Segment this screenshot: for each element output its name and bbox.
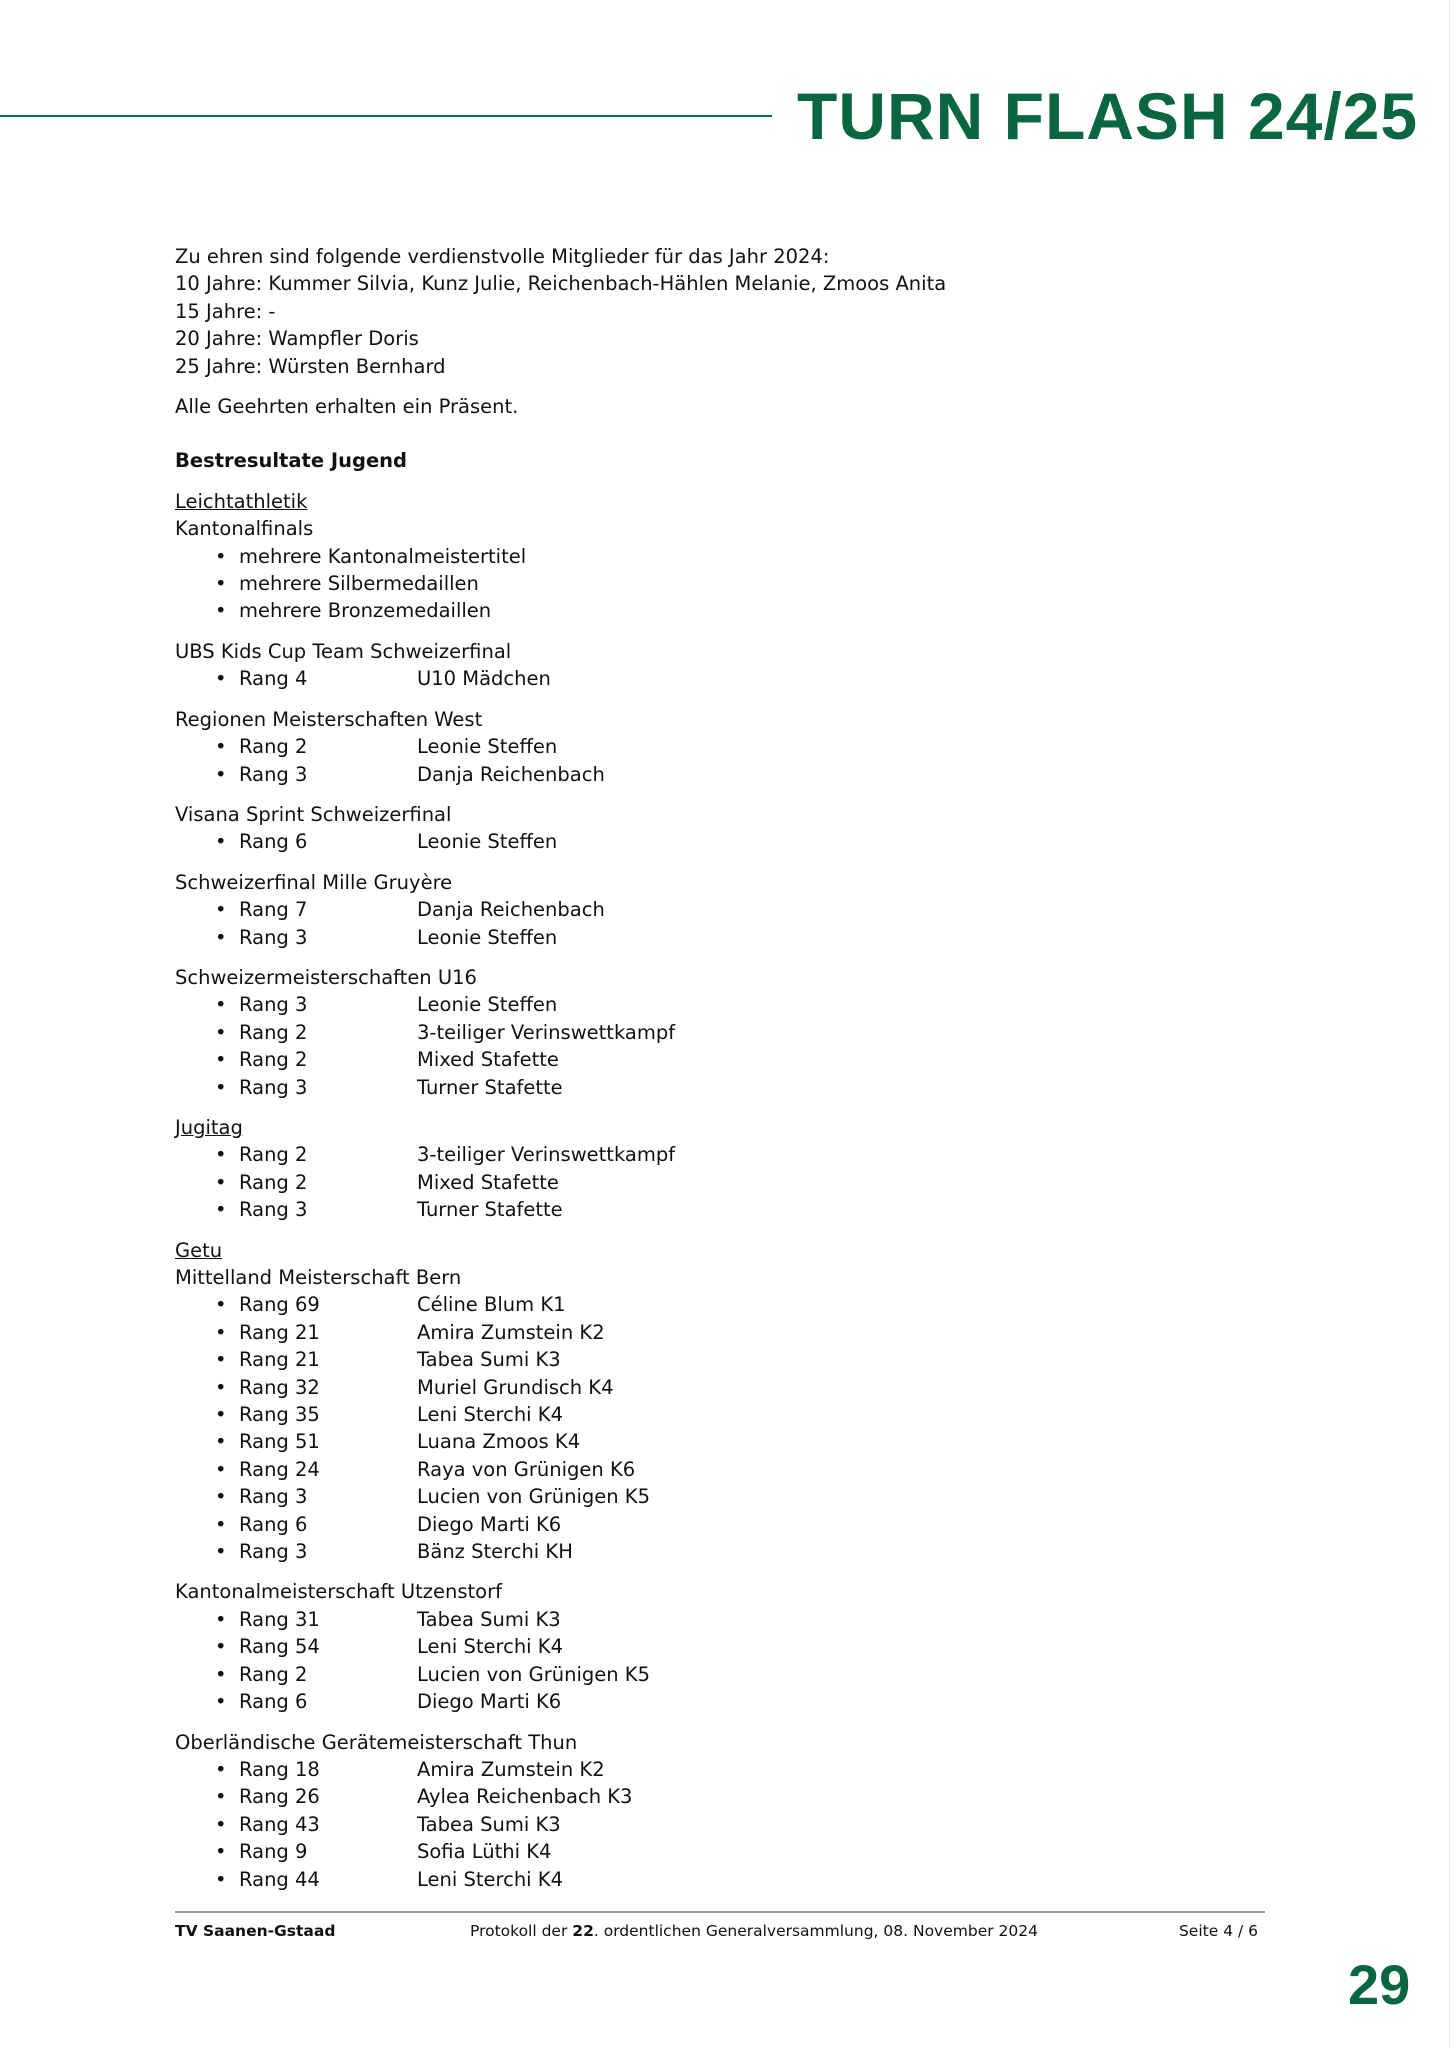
- rank: Rang 3: [239, 1540, 308, 1564]
- bullet-icon: •: [215, 898, 227, 922]
- result-name: Luana Zmoos K4: [417, 1430, 581, 1454]
- bullet-icon: •: [215, 1170, 227, 1194]
- list-item: [175, 597, 1265, 624]
- result-group: [175, 1237, 1265, 1566]
- list-item: [175, 1401, 1265, 1428]
- result-name: Lucien von Grünigen K5: [417, 1662, 650, 1686]
- category-label: Leichtathletik: [175, 489, 308, 513]
- rank: Rang 4: [239, 667, 308, 691]
- result-name: Leonie Steffen: [417, 993, 558, 1017]
- list-item: [175, 1141, 1265, 1168]
- result-name: Muriel Grundisch K4: [417, 1375, 614, 1399]
- bullet-icon: •: [215, 1840, 227, 1864]
- footer-rule: [175, 1911, 1265, 1913]
- list-item: [175, 1019, 1265, 1046]
- result-group: [175, 488, 1265, 625]
- list-item: [175, 924, 1265, 951]
- list-item: [175, 1428, 1265, 1455]
- honors-line: Zu ehren sind folgende verdienstvolle Mitglieder für das Jahr 2024:: [175, 245, 830, 268]
- result-name: Turner Stafette: [417, 1198, 563, 1222]
- list-item: [175, 1606, 1265, 1633]
- list-item: [175, 570, 1265, 597]
- list-item: [175, 1291, 1265, 1318]
- list-item: [175, 1046, 1265, 1073]
- category-label: Jugitag: [175, 1115, 243, 1139]
- result-name: 3-teiliger Verinswettkampf: [417, 1143, 676, 1167]
- result-name: Mixed Stafette: [417, 1048, 559, 1072]
- list-item: [175, 761, 1265, 788]
- bullet-icon: •: [215, 1457, 227, 1481]
- list-item: [175, 1866, 1265, 1893]
- document-body: [175, 243, 1265, 1893]
- list-item: [175, 1319, 1265, 1346]
- rank: Rang 69: [239, 1293, 320, 1317]
- bullet-icon: •: [215, 572, 227, 596]
- list-item: [175, 1483, 1265, 1510]
- gifts-note: Alle Geehrten erhalten ein Präsent.: [175, 395, 519, 419]
- result-name: Leni Sterchi K4: [417, 1403, 563, 1427]
- list-item: [175, 1783, 1265, 1810]
- bullet-icon: •: [215, 1198, 227, 1222]
- protocol-prefix: Protokoll der: [470, 1922, 573, 1940]
- bullet-icon: •: [215, 762, 227, 786]
- list-item: [175, 733, 1265, 760]
- list-item: [175, 828, 1265, 855]
- list-item: [175, 991, 1265, 1018]
- bullet-icon: •: [215, 1635, 227, 1659]
- list-item: [175, 1633, 1265, 1660]
- rank: Rang 3: [239, 1198, 308, 1222]
- bullet-icon: •: [215, 1785, 227, 1809]
- list-item: [175, 1756, 1265, 1783]
- rank: Rang 21: [239, 1348, 320, 1372]
- bullet-icon: •: [215, 1485, 227, 1509]
- protocol-suffix: . ordentlichen Generalversammlung, 08. November 2024: [593, 1922, 1038, 1940]
- result-name: Leonie Steffen: [417, 925, 558, 949]
- rank: Rang 54: [239, 1635, 320, 1659]
- list-item: [175, 1346, 1265, 1373]
- bullet-icon: •: [215, 925, 227, 949]
- result-name: Amira Zumstein K2: [417, 1320, 605, 1344]
- result-name: Aylea Reichenbach K3: [417, 1785, 633, 1809]
- honors-block: [175, 243, 1265, 380]
- event-title: UBS Kids Cup Team Schweizerfinal: [175, 639, 512, 663]
- page-number: 29: [1348, 1953, 1411, 2016]
- list-item: [175, 1838, 1265, 1865]
- list-item: [175, 1688, 1265, 1715]
- rank: Rang 6: [239, 1690, 308, 1714]
- result-group: [175, 801, 1265, 856]
- rank: Rang 2: [239, 1143, 308, 1167]
- rank: Rang 51: [239, 1430, 320, 1454]
- honors-line: 25 Jahre: Würsten Bernhard: [175, 354, 446, 378]
- footer-protocol: [470, 1922, 1038, 1940]
- rank: Rang 2: [239, 735, 308, 759]
- list-item: [175, 1661, 1265, 1688]
- rank: Rang 21: [239, 1320, 320, 1344]
- result-name: Lucien von Grünigen K5: [417, 1485, 650, 1509]
- result-name: Leni Sterchi K4: [417, 1635, 563, 1659]
- list-item: [175, 1811, 1265, 1838]
- event-title: Visana Sprint Schweizerfinal: [175, 802, 452, 826]
- list-item: [175, 1196, 1265, 1223]
- result-group: [175, 1114, 1265, 1224]
- bullet-icon: •: [215, 1375, 227, 1399]
- rank: Rang 26: [239, 1785, 320, 1809]
- rank: Rang 7: [239, 898, 308, 922]
- bullet-icon: •: [215, 1540, 227, 1564]
- results-groups: [175, 488, 1265, 1893]
- result-name: Tabea Sumi K3: [417, 1812, 561, 1836]
- result-group: [175, 1729, 1265, 1893]
- result-name: U10 Mädchen: [417, 667, 551, 691]
- rank: Rang 44: [239, 1867, 320, 1891]
- result-group: [175, 1578, 1265, 1715]
- list-item: [175, 1511, 1265, 1538]
- result-group: [175, 638, 1265, 693]
- bullet-icon: •: [215, 993, 227, 1017]
- bullet-icon: •: [215, 1662, 227, 1686]
- result-name: Leonie Steffen: [417, 735, 558, 759]
- list-item: [175, 1169, 1265, 1196]
- bullet-icon: •: [215, 1020, 227, 1044]
- bullet-icon: •: [215, 1348, 227, 1372]
- bullet-icon: •: [215, 544, 227, 568]
- list-item: [175, 1074, 1265, 1101]
- honors-line: 10 Jahre: Kummer Silvia, Kunz Julie, Reichenbach-Hählen Melanie, Zmoos Anita: [175, 272, 947, 296]
- result-name: Tabea Sumi K3: [417, 1607, 561, 1631]
- header-rule: [0, 115, 772, 117]
- list-item: [175, 1456, 1265, 1483]
- bullet-icon: •: [215, 667, 227, 691]
- bullet-icon: •: [215, 830, 227, 854]
- rank: Rang 2: [239, 1170, 308, 1194]
- bullet-icon: •: [215, 1403, 227, 1427]
- bullet-icon: •: [215, 1757, 227, 1781]
- event-title: Regionen Meisterschaften West: [175, 707, 483, 731]
- section-heading: Bestresultate Jugend: [175, 449, 408, 473]
- footer-page: Seite 4 / 6: [1178, 1922, 1258, 1940]
- bullet-icon: •: [215, 599, 227, 623]
- event-title: Schweizermeisterschaften U16: [175, 965, 477, 989]
- rank: Rang 6: [239, 1512, 308, 1536]
- honors-line: 20 Jahre: Wampfler Doris: [175, 327, 419, 351]
- list-item: [175, 665, 1265, 692]
- rank: Rang 2: [239, 1020, 308, 1044]
- result-name: Turner Stafette: [417, 1075, 563, 1099]
- list-item: [175, 896, 1265, 923]
- protocol-number: 22: [572, 1922, 594, 1940]
- bullet-icon: •: [215, 1512, 227, 1536]
- rank: Rang 2: [239, 1662, 308, 1686]
- rank: Rang 18: [239, 1757, 320, 1781]
- result-name: Danja Reichenbach: [417, 762, 605, 786]
- event-title: Mittelland Meisterschaft Bern: [175, 1266, 462, 1289]
- bullet-icon: •: [215, 1607, 227, 1631]
- rank: Rang 9: [239, 1840, 308, 1864]
- bullet-icon: •: [215, 1867, 227, 1891]
- rank: mehrere Bronzemedaillen: [239, 599, 492, 623]
- rank: Rang 24: [239, 1457, 320, 1481]
- result-name: Leonie Steffen: [417, 830, 558, 854]
- rank: Rang 3: [239, 1075, 308, 1099]
- rank: Rang 3: [239, 1485, 308, 1509]
- bullet-icon: •: [215, 1812, 227, 1836]
- result-name: Raya von Grünigen K6: [417, 1457, 636, 1481]
- result-name: Bänz Sterchi KH: [417, 1540, 573, 1564]
- result-name: Céline Blum K1: [417, 1293, 566, 1317]
- result-name: 3-teiliger Verinswettkampf: [417, 1020, 676, 1044]
- rank: Rang 3: [239, 925, 308, 949]
- event-title: Kantonalmeisterschaft Utzenstorf: [175, 1580, 502, 1604]
- result-group: [175, 869, 1265, 951]
- honors-line: 15 Jahre: -: [175, 299, 276, 323]
- rank: mehrere Kantonalmeistertitel: [239, 544, 527, 568]
- bullet-icon: •: [215, 1048, 227, 1072]
- rank: Rang 2: [239, 1048, 308, 1072]
- result-name: Sofia Lüthi K4: [417, 1840, 552, 1864]
- result-name: Mixed Stafette: [417, 1170, 559, 1194]
- bullet-icon: •: [215, 1143, 227, 1167]
- result-name: Diego Marti K6: [417, 1690, 562, 1714]
- rank: Rang 3: [239, 762, 308, 786]
- bullet-icon: •: [215, 1075, 227, 1099]
- result-name: Tabea Sumi K3: [417, 1348, 561, 1372]
- rank: mehrere Silbermedaillen: [239, 572, 479, 596]
- magazine-title: TURN FLASH 24/25: [797, 79, 1419, 153]
- rank: Rang 32: [239, 1375, 320, 1399]
- bullet-icon: •: [215, 1690, 227, 1714]
- rank: Rang 6: [239, 830, 308, 854]
- result-group: [175, 706, 1265, 788]
- list-item: [175, 1374, 1265, 1401]
- event-title: Oberländische Gerätemeisterschaft Thun: [175, 1730, 578, 1754]
- event-title: Schweizerfinal Mille Gruyère: [175, 870, 453, 894]
- result-name: Diego Marti K6: [417, 1512, 562, 1536]
- category-label: Getu: [175, 1238, 223, 1262]
- event-title: Kantonalfinals: [175, 517, 314, 541]
- bullet-icon: •: [215, 1293, 227, 1317]
- list-item: [175, 1538, 1265, 1565]
- list-item: [175, 543, 1265, 570]
- bullet-icon: •: [215, 1320, 227, 1344]
- rank: Rang 35: [239, 1403, 320, 1427]
- result-group: [175, 964, 1265, 1101]
- rank: Rang 31: [239, 1607, 320, 1631]
- bullet-icon: •: [215, 1430, 227, 1454]
- result-name: Danja Reichenbach: [417, 898, 605, 922]
- bullet-icon: •: [215, 735, 227, 759]
- rank: Rang 43: [239, 1812, 320, 1836]
- rank: Rang 3: [239, 993, 308, 1017]
- result-name: Leni Sterchi K4: [417, 1867, 563, 1891]
- footer-org: TV Saanen-Gstaad: [175, 1922, 336, 1940]
- result-name: Amira Zumstein K2: [417, 1757, 605, 1781]
